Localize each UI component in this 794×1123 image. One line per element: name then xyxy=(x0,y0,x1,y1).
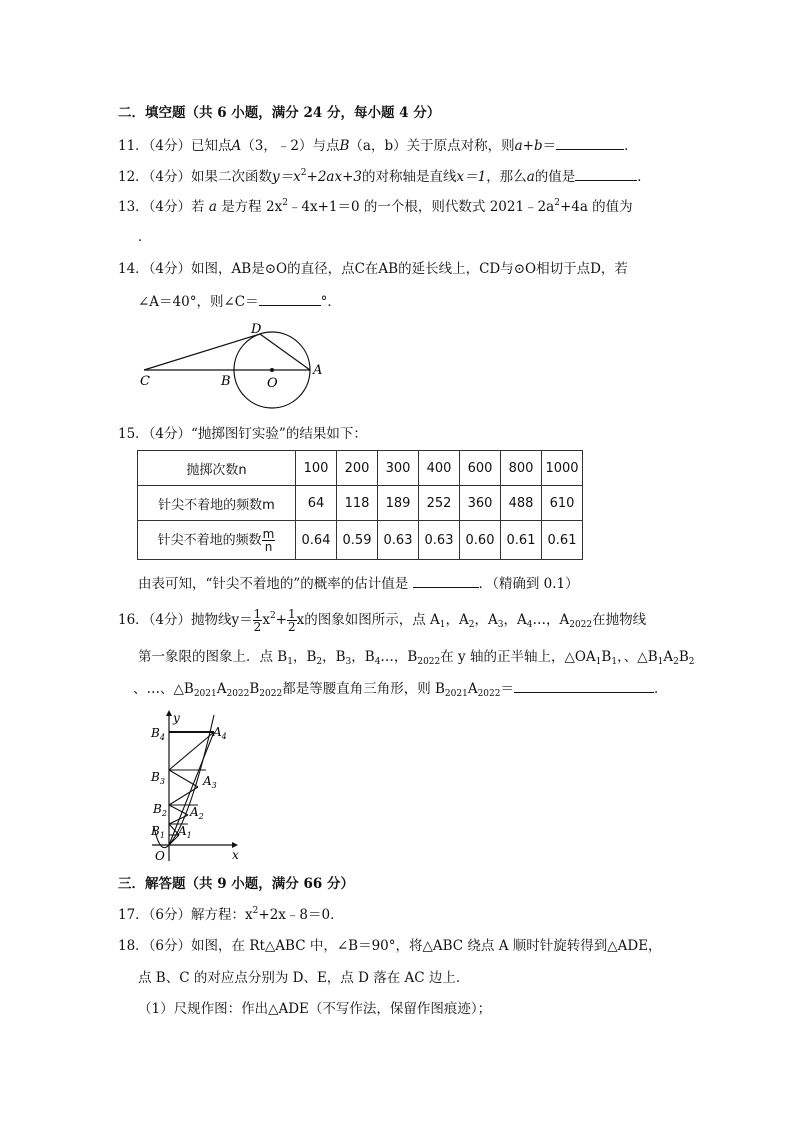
table-row xyxy=(138,451,583,486)
label-x: x xyxy=(232,848,239,862)
label-b4: $B_4$ xyxy=(151,726,165,742)
circle-tangent-figure xyxy=(130,318,340,414)
label-b2: $B_2$ xyxy=(153,802,167,818)
answer-blank[interactable] xyxy=(514,678,654,693)
table-row xyxy=(138,486,583,521)
table-cell: 100 xyxy=(296,451,337,486)
table-cell: 0.64 xyxy=(296,521,337,560)
parabola-triangles-figure xyxy=(140,703,255,863)
table-cell: 300 xyxy=(378,451,419,486)
tangent-cd xyxy=(144,334,260,370)
question-16-line3: 、…、$\triangle B_{2021}A_{2022}B_{2022}$都是等腰直角三角形，则 $B_{2021}A_{2022}=$ ． xyxy=(133,678,667,698)
label-b3: $B_3$ xyxy=(151,770,165,786)
question-14-line2: ∠A＝40°，则∠C＝ °． xyxy=(138,291,341,311)
question-12: 12．（4分）如果二次函数$y=x^2+2ax+3$的对称轴是直线x＝1，那么a的值是 ． xyxy=(118,168,651,185)
y-axis-arrow xyxy=(166,710,172,716)
table-row xyxy=(138,521,583,560)
table-cell: 118 xyxy=(337,486,378,521)
table-cell: 0.63 xyxy=(419,521,460,560)
question-14: 14．（4分）如图，AB是⊙O的直径，点C在AB的延长线上，CD与⊙O相切于点D，若 xyxy=(118,261,628,277)
table-cell: 0.61 xyxy=(501,521,542,560)
question-13: 13．（4分）若 a 是方程 $2x^2﹣4x+1=0$ 的一个根，则代数式 $2021﹣2a^2+4a$ 的值为 xyxy=(118,198,633,215)
question-15: 15．（4分）“抛掷图钉实验”的结果如下： xyxy=(118,426,367,442)
row-header: 针尖不着地的频数 $\frac{m}{n}$ xyxy=(138,521,296,560)
label-a3: $A_3$ xyxy=(203,774,217,790)
chord-da xyxy=(260,334,310,370)
table-cell: 0.59 xyxy=(337,521,378,560)
table-cell: 800 xyxy=(501,451,542,486)
question-18-sub1: （1）尺规作图：作出△ADE（不写作法，保留作图痕迹）； xyxy=(138,1001,492,1017)
section-heading-solve: 三．解答题（共 9 小题，满分 66 分） xyxy=(118,876,354,892)
question-16: 16．（4分）抛物线y＝ $\frac{1}{2}$ $x^2+$ $\frac{1}{2}$ x的图象如图所示，点 $A_1$，$A_2$，$A_3$，$A_4\dots$，$A_{2022}$在抛物线 xyxy=(118,607,647,634)
question-13-end: ． xyxy=(138,229,152,245)
frequency-table xyxy=(137,450,583,560)
answer-blank[interactable] xyxy=(575,166,637,181)
question-16-line2: 第一象限的图象上．点 $B_1$，$B_2$，$B_3$，$B_4\dots$，$B_{2022}$在 y 轴的正半轴上，$\triangle OA_1B_1$，、$\triangle B_1A_2B_2$ xyxy=(138,649,695,667)
table-cell: 600 xyxy=(460,451,501,486)
table-cell: 360 xyxy=(460,486,501,521)
table-cell: 0.61 xyxy=(542,521,583,560)
label-a1: $A_1$ xyxy=(178,824,192,840)
label-a4: $A_4$ xyxy=(213,725,227,741)
label-y: y xyxy=(173,711,180,725)
table-cell: 189 xyxy=(378,486,419,521)
table-cell: 200 xyxy=(337,451,378,486)
table-cell: 610 xyxy=(542,486,583,521)
row-header: 抛掷次数n xyxy=(138,451,296,486)
label-a: A xyxy=(313,363,323,378)
table-cell: 488 xyxy=(501,486,542,521)
table-cell: 1000 xyxy=(542,451,583,486)
question-18-line2: 点 B、C 的对应点分别为 D、E，点 D 落在 AC 边上． xyxy=(138,970,470,986)
question-15-conclusion: 由表可知，“针尖不着地的”的概率的估计值是 ．（精确到 0.1） xyxy=(138,573,579,593)
question-17: 17．（6分）解方程：$x^2+2x﹣8=0$． xyxy=(118,906,344,923)
label-d: D xyxy=(251,322,262,337)
label-a2: $A_2$ xyxy=(190,805,204,821)
table-cell: 0.60 xyxy=(460,521,501,560)
answer-blank[interactable] xyxy=(556,135,624,150)
section-heading-fill-blank: 二．填空题（共 6 小题，满分 24 分，每小题 4 分） xyxy=(118,105,441,121)
row-header: 针尖不着地的频数m xyxy=(138,486,296,521)
answer-blank[interactable] xyxy=(413,573,479,588)
table-cell: 0.63 xyxy=(378,521,419,560)
label-c: C xyxy=(140,374,150,389)
label-b: B xyxy=(221,374,231,389)
answer-blank[interactable] xyxy=(259,291,321,306)
label-o: O xyxy=(155,849,165,863)
table-cell: 252 xyxy=(419,486,460,521)
table-cell: 400 xyxy=(419,451,460,486)
label-o: O xyxy=(267,376,278,391)
question-18: 18．（6分）如图，在 Rt△ABC 中，∠B＝90°，将△ABC 绕点 A 顺时针旋转得到△ADE， xyxy=(118,938,662,954)
table-cell: 64 xyxy=(296,486,337,521)
question-11: 11．（4分）已知点A（3，﹣2）与点B（a，b）关于原点对称，则a+b＝ ． xyxy=(118,135,638,155)
label-b1: $B_1$ xyxy=(151,824,165,840)
center-dot xyxy=(270,368,274,372)
